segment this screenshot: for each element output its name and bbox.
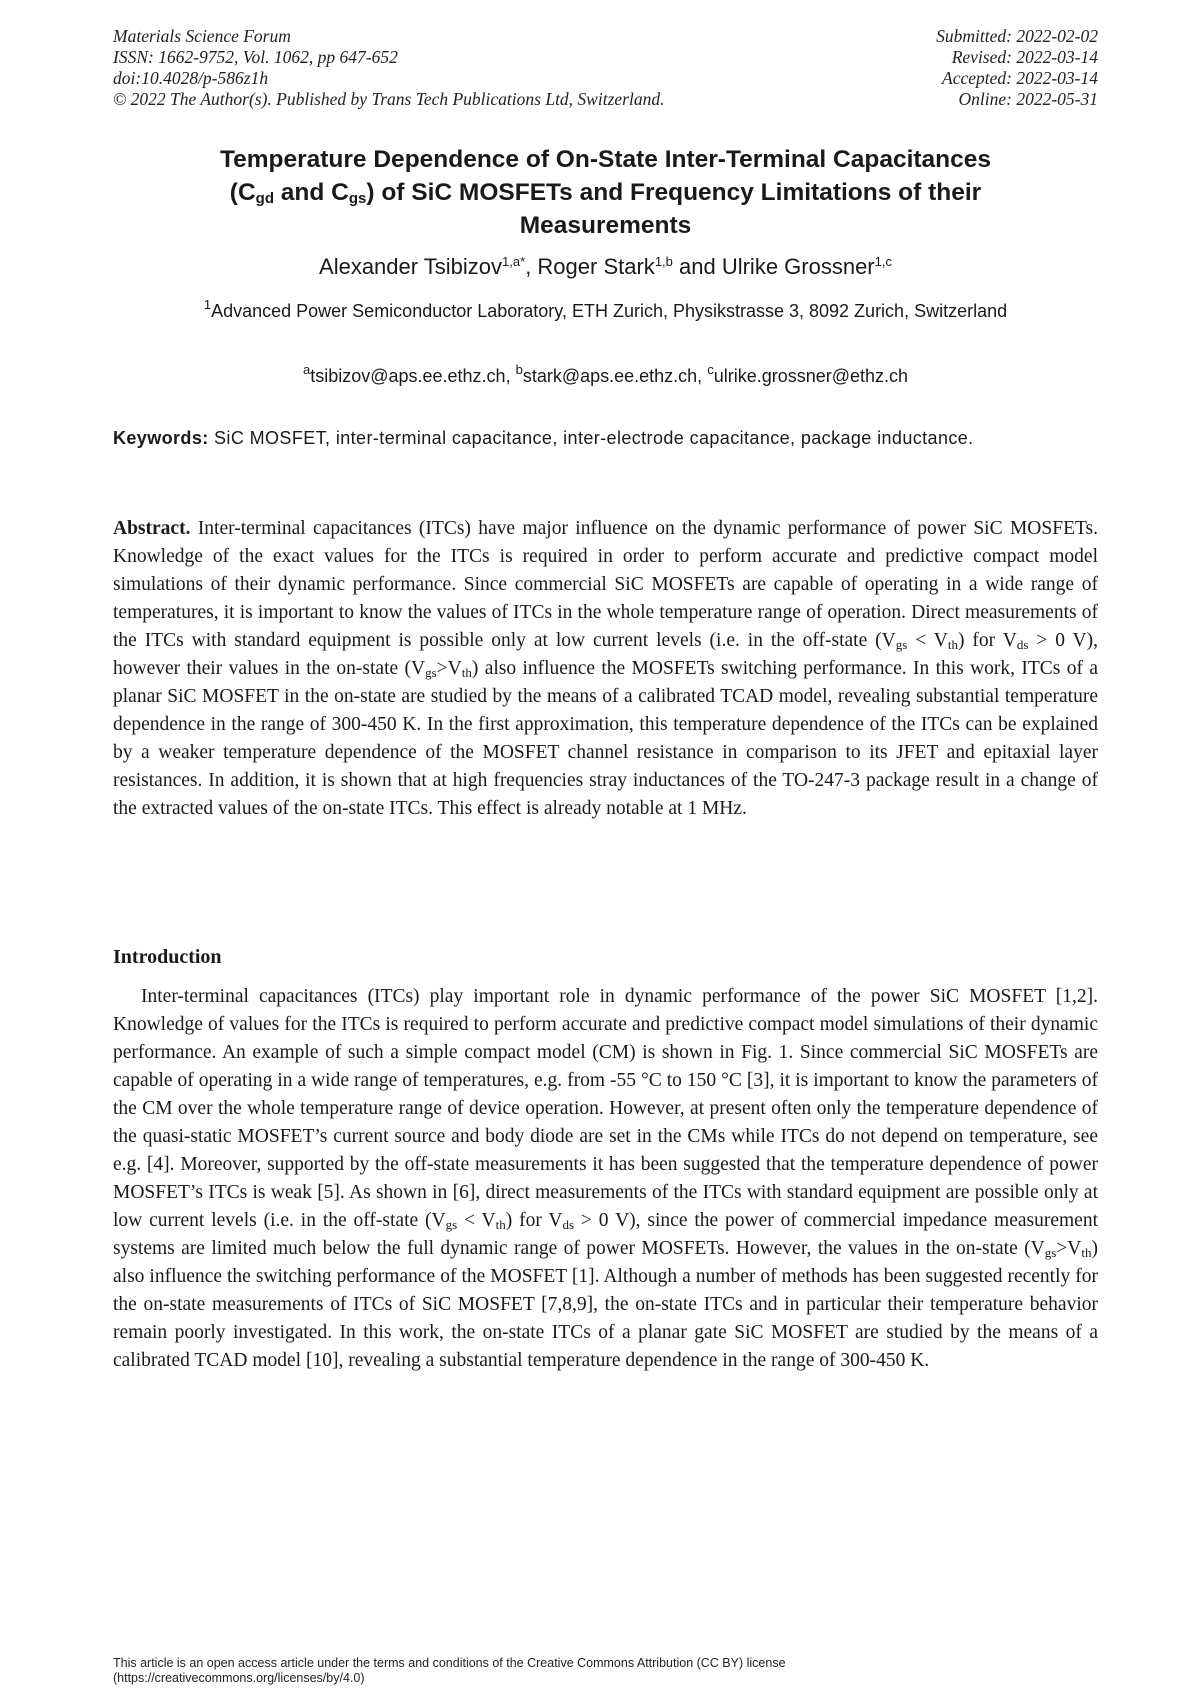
section-heading: Introduction — [113, 946, 222, 968]
doi-line: doi:10.4028/p-586z1h — [113, 68, 269, 88]
keywords-text: SiC MOSFET, inter-terminal capacitance, inter-electrode capacitance, package inductance. — [208, 428, 974, 448]
affiliation-text: Advanced Power Semiconductor Laboratory, ETH Zurich, Physikstrasse 3, 8092 Zurich, Switzerland — [211, 301, 1008, 321]
author-list: Alexander Tsibizov$^{1,a*}$, Roger Stark$^{1,b}$ and Ulrike Grossner$^{1,c}$ — [319, 254, 892, 279]
title-line-3: Measurements — [519, 212, 692, 239]
submitted-date: Submitted: 2022-02-02 — [936, 26, 1098, 46]
online-date: Online: 2022-05-31 — [958, 89, 1098, 109]
keywords — [113, 425, 1098, 451]
journal-info — [113, 26, 664, 110]
abstract-label: Abstract. — [113, 518, 191, 539]
author-name: Ulrike Grossner — [721, 254, 875, 279]
author-name: Alexander Tsibizov — [319, 254, 503, 279]
author-emails: $^a$tsibizov@aps.ee.ethz.ch, $^b$stark@aps.ee.ethz.ch, $^c$ulrike.grossner@ethz.ch — [302, 362, 909, 386]
paper-title — [113, 143, 1098, 242]
email-link[interactable]: stark@aps.ee.ethz.ch — [522, 366, 698, 386]
license-text: This article is an open access article under the terms and conditions of the Creative Commons Attribution (CC BY) license — [113, 1656, 786, 1670]
title-line-1: Temperature Dependence of On-State Inter-Terminal Capacitances — [219, 146, 992, 173]
journal-name: Materials Science Forum — [113, 26, 291, 46]
author-affiliation-mark: 1,c — [874, 254, 892, 269]
abstract: Abstract. Inter-terminal capacitances (ITCs) have major influence on the dynamic performance of power SiC MOSFETs. Knowledge of the exact values for the ITCs is required in order to perform accurate and predictive compact model simulations of their dynamic performance. Since commercial SiC MOSFETs are capable of operating in a wide range of temperatures, it is important to know the values of ITCs in the whole temperature range of operation. Direct measurements of the ITCs with standard equipment is possible only at low current levels (i.e. in the off-state $(V_{gs} < V_{th})$ for $V_{ds} > 0$ V), however their values in the on-state $(V_{gs}>V_{th})$ also influence the MOSFETs switching performance. In this work, ITCs of a planar SiC MOSFET in the on-state are studied by the means of a calibrated TCAD model, revealing substantial temperature dependence in the range of 300-450 K. In the first approximation, this temperature dependence of the ITCs can be explained by a weaker temperature dependence of the MOSFET channel resistance in comparison to its JFET and epitaxial layer resistances. In addition, it is shown that at high frequencies stray inductances of the TO-247-3 package result in a change of the extracted values of the on-state ITCs. This effect is already notable at 1 MHz. — [113, 518, 1098, 819]
publication-dates — [936, 26, 1098, 110]
copyright-line: © 2022 The Author(s). Published by Trans Tech Publications Ltd, Switzerland. — [113, 89, 665, 109]
author-affiliation-mark: 1,b — [654, 254, 673, 269]
revised-date: Revised: 2022-03-14 — [951, 47, 1098, 67]
title-line-2: ($C_{gd}$ and $C_{gs}$) of SiC MOSFETs and Frequency Limitations of their — [229, 179, 982, 207]
affiliation — [113, 298, 1098, 324]
license-footer — [113, 1656, 1098, 1686]
author-affiliation-mark: 1,a* — [502, 254, 526, 269]
affiliation-mark: 1 — [203, 297, 212, 312]
issn-line: ISSN: 1662-9752, Vol. 1062, pp 647-652 — [113, 47, 398, 67]
introduction-paragraph: Inter-terminal capacitances (ITCs) play important role in dynamic performance of the power SiC MOSFET [1,2]. Knowledge of values for the ITCs is required to perform accurate and predictive compact model simulations of their dynamic performance. An example of such a simple compact model (CM) is shown in Fig. 1. Since commercial SiC MOSFETs are capable of operating in a wide range of temperatures, e.g. from -55 °C to 150 °C [3], it is important to know the parameters of the CM over the whole temperature range of device operation. However, at present often only the temperature dependence of the quasi-static MOSFET’s current source and body diode are set in the CMs while ITCs do not depend on temperature, see e.g. [4]. Moreover, supported by the off-state measurements it has been suggested that the temperature dependence of power MOSFET’s ITCs is weak [5]. As shown in [6], direct measurements of the ITCs with standard equipment are possible only at low current levels (i.e. in the off-state $(V_{gs} < V_{th})$ for $V_{ds} > 0$ V), since the power of commercial impedance measurement systems are limited much below the full dynamic range of power MOSFETs. However, the values in the on-state $(V_{gs}>V_{th})$ also influence the switching performance of the MOSFET [1]. Although a number of methods has been suggested recently for the on-state measurements of ITCs of SiC MOSFET [7,8,9], the on-state ITCs and in particular their temperature behavior remain poorly investigated. In this work, the on-state ITCs of a planar gate SiC MOSFET are studied by the means of a calibrated TCAD model [10], revealing a substantial temperature dependence in the range of 300-450 K. — [113, 986, 1098, 1371]
email-link[interactable]: tsibizov@aps.ee.ethz.ch — [310, 366, 506, 386]
license-link[interactable]: (https://creativecommons.org/licenses/by/4.0) — [113, 1671, 365, 1685]
author-name: Roger Stark — [537, 254, 655, 279]
email-link[interactable]: ulrike.grossner@ethz.ch — [713, 366, 909, 386]
keywords-label: Keywords: — [113, 428, 209, 448]
accepted-date: Accepted: 2022-03-14 — [942, 68, 1098, 88]
